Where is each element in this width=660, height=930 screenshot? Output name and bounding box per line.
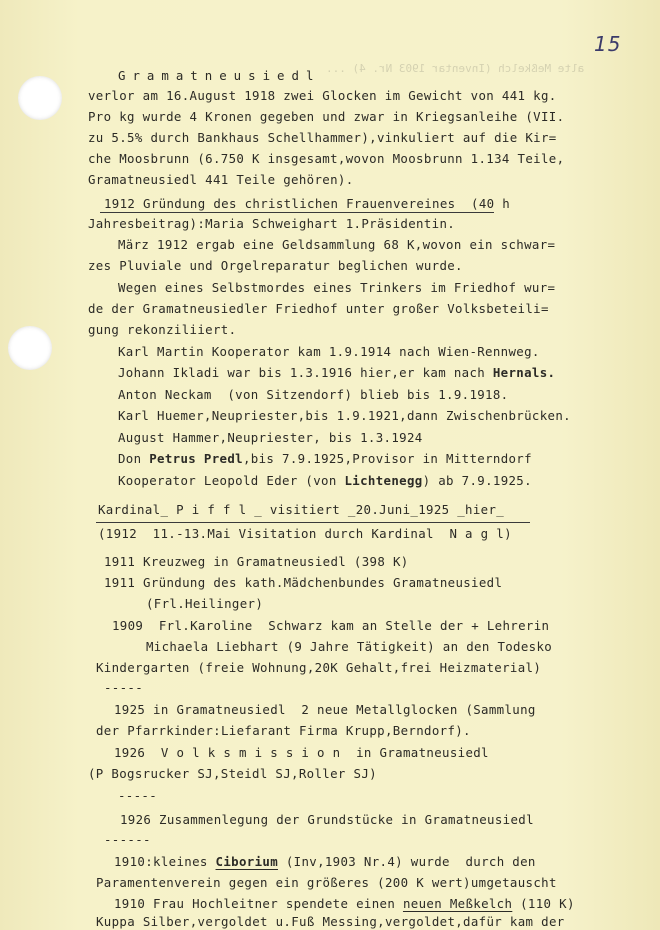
text-line: 1909 Frl.Karoline Schwarz kam an Stelle der + Lehrerin [112,618,550,633]
underline-rule [96,522,530,523]
bleed-through-text: alte Meßkelch (Inventar 1903 Nr. 4) ... [326,62,585,75]
text-line: Pro kg wurde 4 Kronen gegeben und zwar in Kriegsanleihe (VII. [88,109,565,124]
text-line: Wegen eines Selbstmordes eines Trinkers im Friedhof wur= [118,280,556,295]
text-line [114,854,536,870]
text-line: Gramatneusiedl [118,68,321,83]
text-line: Karl Martin Kooperator kam 1.9.1914 nach Wien-Rennweg. [118,344,540,359]
text-span-underlined: neuen Meßkelch [402,896,513,911]
text-line: März 1912 ergab eine Geldsammlung 68 K,wovon ein schwar= [118,237,556,252]
text-span-underlined: Ciborium [215,854,279,869]
text-line: zu 5.5% durch Bankhaus Schellhammer),vinkuliert auf die Kir= [88,130,557,145]
underline-rule [100,212,494,213]
page-number: 15 [594,32,622,56]
punch-hole-top [18,76,62,120]
text-line: der Pfarrkinder:Liefarant Firma Krupp,Berndorf). [96,723,471,738]
text-line: August Hammer,Neupriester, bis 1.3.1924 [118,430,423,445]
text-span: 1910:kleines [114,854,216,869]
text-line: Jahresbeitrag):Maria Schweighart 1.Präsidentin. [88,216,456,231]
text-span: ) ab 7.9.1925. [422,473,532,488]
text-line: Kardinal_ P i f f l _ visitiert _20.Juni_1925 _hier_ [98,502,505,517]
text-line [118,473,532,489]
text-line: ------ [104,832,151,847]
punch-hole-middle [8,326,52,370]
text-line: Gramatneusiedl 441 Teile gehören). [88,172,354,187]
text-span: (110 K) [512,896,575,911]
text-span: Johann Ikladi war bis 1.3.1916 hier,er kam nach [118,365,493,380]
text-line: 1926 V o l k s m i s s i o n in Gramatneusiedl [114,745,489,760]
text-span: ,bis 7.9.1925,Provisor in Mitterndorf [242,451,532,466]
text-line: (P Bogsrucker SJ,Steidl SJ,Roller SJ) [88,766,377,781]
text-line: Kuppa Silber,vergoldet u.Fuß Messing,vergoldet,dafür kam der [96,914,565,929]
text-line: (Frl.Heilinger) [146,596,264,611]
text-line: 1911 Gründung des kath.Mädchenbundes Gramatneusiedl [104,575,503,590]
text-span-bold: Hernals. [492,365,556,380]
text-line: gung rekonziliiert. [88,322,237,337]
text-line: ----- [118,788,158,803]
text-line [118,365,555,381]
text-line: 1912 Gründung des christlichen Frauenvereines (40 h [104,196,511,211]
text-line: Paramentenverein gegen ein größeres (200 K wert)umgetauscht [96,875,557,890]
text-line: de der Gramatneusiedler Friedhof unter großer Volksbeteili= [88,301,549,316]
text-line [114,896,575,912]
text-line: (1912 11.-13.Mai Visitation durch Kardinal N a g l) [98,526,512,541]
text-line: verlor am 16.August 1918 zwei Glocken im Gewicht von 441 kg. [88,88,557,103]
text-span: (Inv,1903 Nr.4) wurde durch den [278,854,536,869]
text-line: Kindergarten (freie Wohnung,20K Gehalt,frei Heizmaterial) [96,660,542,675]
text-line: 1926 Zusammenlegung der Grundstücke in Gramatneusiedl [120,812,534,827]
text-line: Karl Huemer,Neupriester,bis 1.9.1921,dann Zwischenbrücken. [118,408,571,423]
text-span: Don [118,451,150,466]
text-line [118,451,532,467]
text-line: Michaela Liebhart (9 Jahre Tätigkeit) an den Todesko [146,639,553,654]
text-line: 1911 Kreuzweg in Gramatneusiedl (398 K) [104,554,409,569]
text-span-bold: Lichtenegg [344,473,423,488]
text-span-bold: Petrus Predl [149,451,243,466]
text-span: 1910 Frau Hochleitner spendete einen [114,896,403,911]
text-span: Kooperator Leopold Eder (von [118,473,345,488]
text-line: 1925 in Gramatneusiedl 2 neue Metallglocken (Sammlung [114,702,536,717]
text-line: ----- [104,680,144,695]
text-line: zes Pluviale und Orgelreparatur beglichen wurde. [88,258,463,273]
text-line: Anton Neckam (von Sitzendorf) blieb bis 1.9.1918. [118,387,509,402]
text-line: che Moosbrunn (6.750 K insgesamt,wovon Moosbrunn 1.134 Teile, [88,151,565,166]
